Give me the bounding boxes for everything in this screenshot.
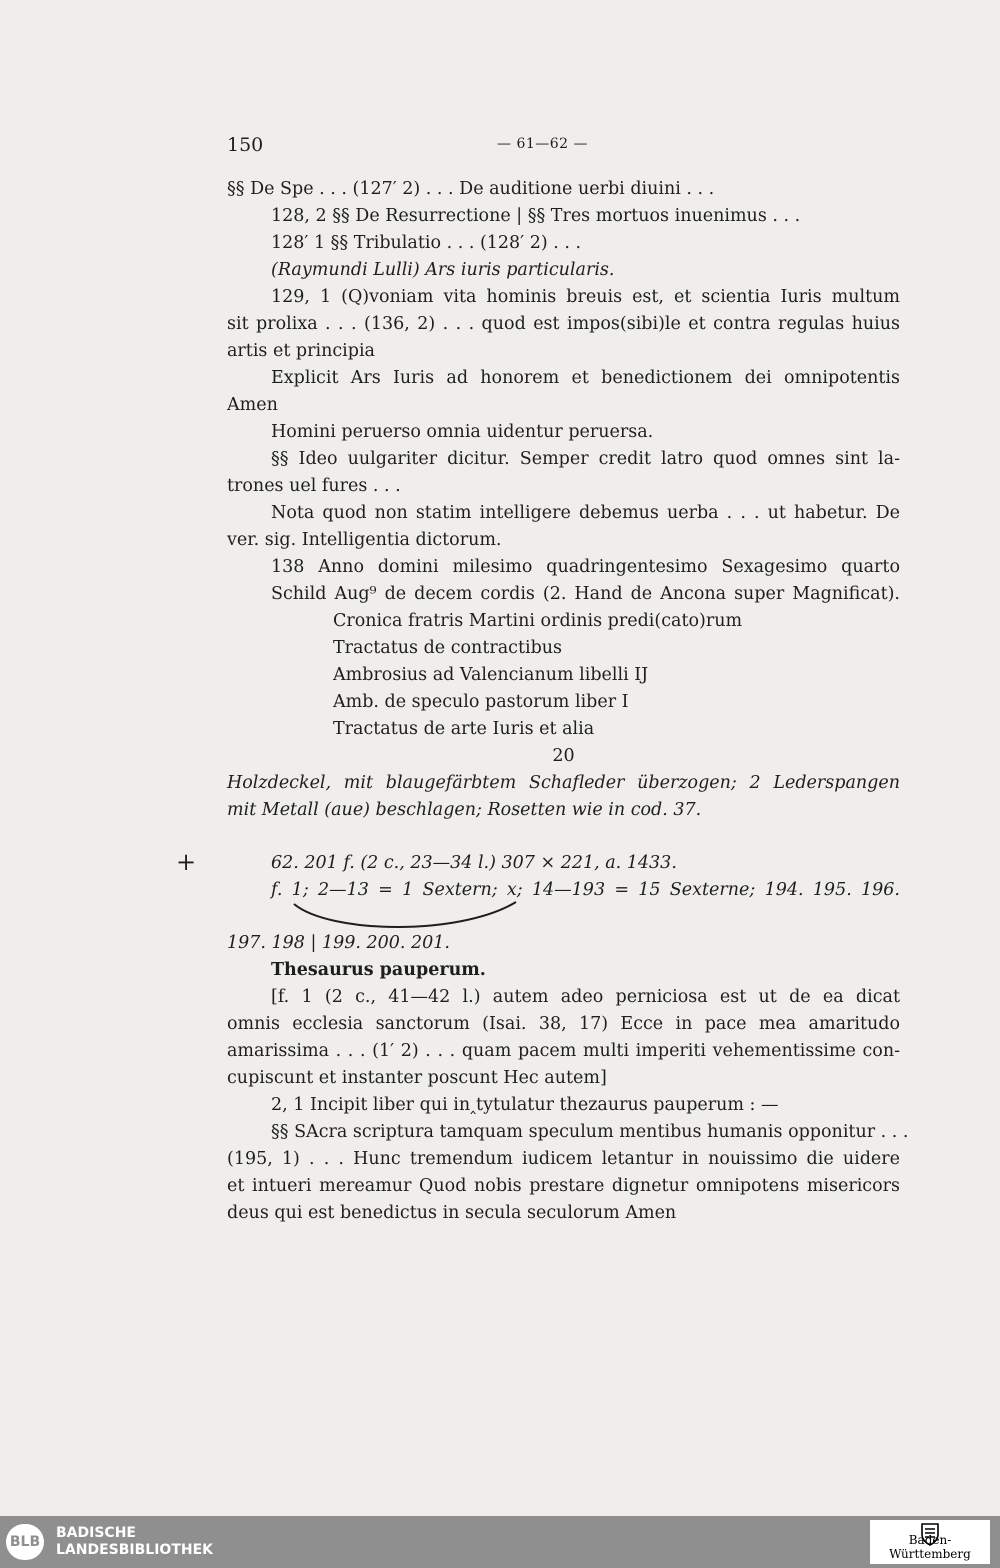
- text-line: §§ De Spe . . . (127′ 2) . . . De auditione uerbi diuini . . .: [227, 179, 715, 199]
- text-line: 138 Anno domini milesimo quadringentesimo Sexagesimo quarto: [271, 557, 900, 577]
- text-line: 129, 1 (Q)voniam vita hominis breuis est, et scientia Iuris multum: [271, 287, 900, 307]
- text-line: 62. 201 f. (2 c., 23—34 l.) 307 × 221, a. 1433.: [271, 853, 677, 873]
- text-line: Homini peruerso omnia uidentur peruersa.: [271, 422, 654, 442]
- text-line: mit Metall (aue) beschlagen; Rosetten wie in cod. 37.: [227, 800, 702, 820]
- text-line: Explicit Ars Iuris ad honorem et benedictionem dei omnipotentis: [271, 368, 900, 388]
- text-line: cupiscunt et instanter poscunt Hec autem]: [227, 1068, 607, 1088]
- text-line: (Raymundi Lulli) Ars iuris particularis.: [271, 260, 615, 280]
- text-line: 128′ 1 §§ Tribulatio . . . (128′ 2) . . .: [271, 233, 582, 253]
- baden-wuerttemberg-logo[interactable]: [870, 1520, 990, 1564]
- text-line: deus qui est benedictus in secula seculorum Amen: [227, 1203, 677, 1223]
- text-line: trones uel fures . . .: [227, 476, 401, 496]
- text-line: Tractatus de arte Iuris et alia: [333, 719, 595, 739]
- catalog-text: [227, 176, 909, 1227]
- text-line: 2, 1 Incipit liber qui in‸tytulatur thezaurus pauperum : —: [271, 1095, 779, 1115]
- text-line: Thesaurus pauperum.: [271, 960, 486, 980]
- text-line: §§ Ideo uulgariter dicitur. Semper credit latro quod omnes sint la-: [271, 449, 900, 469]
- text-line: Nota quod non statim intelligere debemus uerba . . . ut habetur. De: [271, 503, 900, 523]
- text-line: f. 1; 2—13 = 1 Sextern; x; 14—193 = 15 Sexterne; 194. 195. 196.: [271, 880, 900, 900]
- text-line: omnis ecclesia sanctorum (Isai. 38, 17) Ecce in pace mea amaritudo: [227, 1014, 900, 1034]
- text-line: artis et principia: [227, 341, 375, 361]
- margin-mark: +: [176, 848, 197, 876]
- library-name-line-1: BADISCHE: [56, 1525, 136, 1541]
- text-line: Cronica fratris Martini ordinis predi(cato)rum: [333, 611, 743, 631]
- text-line: Tractatus de contractibus: [333, 638, 563, 658]
- page-number: 150: [227, 134, 264, 156]
- line-spacer: [227, 824, 900, 850]
- text-line: §§ SAcra scriptura tamquam speculum mentibus humanis opponitur . . .: [271, 1122, 909, 1142]
- state-name: Baden-Württemberg: [889, 1533, 971, 1561]
- text-line: [f. 1 (2 c., 41—42 l.) autem adeo perniciosa est ut de ea dicat: [271, 987, 900, 1007]
- text-line: et intueri mereamur Quod nobis prestare dignetur omnipotens misericors: [227, 1176, 900, 1196]
- text-line: Amb. de speculo pastorum liber I: [333, 692, 629, 712]
- catalog-range: — 61—62 —: [497, 136, 589, 152]
- text-line: 20: [552, 746, 575, 766]
- text-line: Ambrosius ad Valencianum libelli IJ: [333, 665, 649, 685]
- library-name-line-2: LANDESBIBLIOTHEK: [56, 1542, 214, 1558]
- text-line: 197. 198 | 199. 200. 201.: [227, 933, 450, 953]
- blb-logo[interactable]: BLB: [6, 1524, 44, 1560]
- text-line: Schild Aug⁹ de decem cordis (2. Hand de Ancona super Magnificat).: [271, 584, 900, 604]
- text-line: Holzdeckel, mit blaugefärbtem Schafleder überzogen; 2 Lederspangen: [227, 773, 900, 793]
- library-name: [56, 1525, 213, 1559]
- text-line: amarissima . . . (1′ 2) . . . quam pacem multi imperiti vehementissime con-: [227, 1041, 900, 1061]
- text-line: 128, 2 §§ De Resurrectione | §§ Tres mortuos inuenimus . . .: [271, 206, 801, 226]
- text-line: (195, 1) . . . Hunc tremendum iudicem letantur in nouissimo die uidere: [227, 1149, 900, 1169]
- text-line: Amen: [227, 395, 278, 415]
- text-line: sit prolixa . . . (136, 2) . . . quod est impos(sibi)le et contra regulas huius: [227, 314, 900, 334]
- binding-bracket-mark: [290, 898, 520, 938]
- page-header: [227, 134, 900, 164]
- text-line: ver. sig. Intelligentia dictorum.: [227, 530, 502, 550]
- footer-bar: [0, 1516, 1000, 1568]
